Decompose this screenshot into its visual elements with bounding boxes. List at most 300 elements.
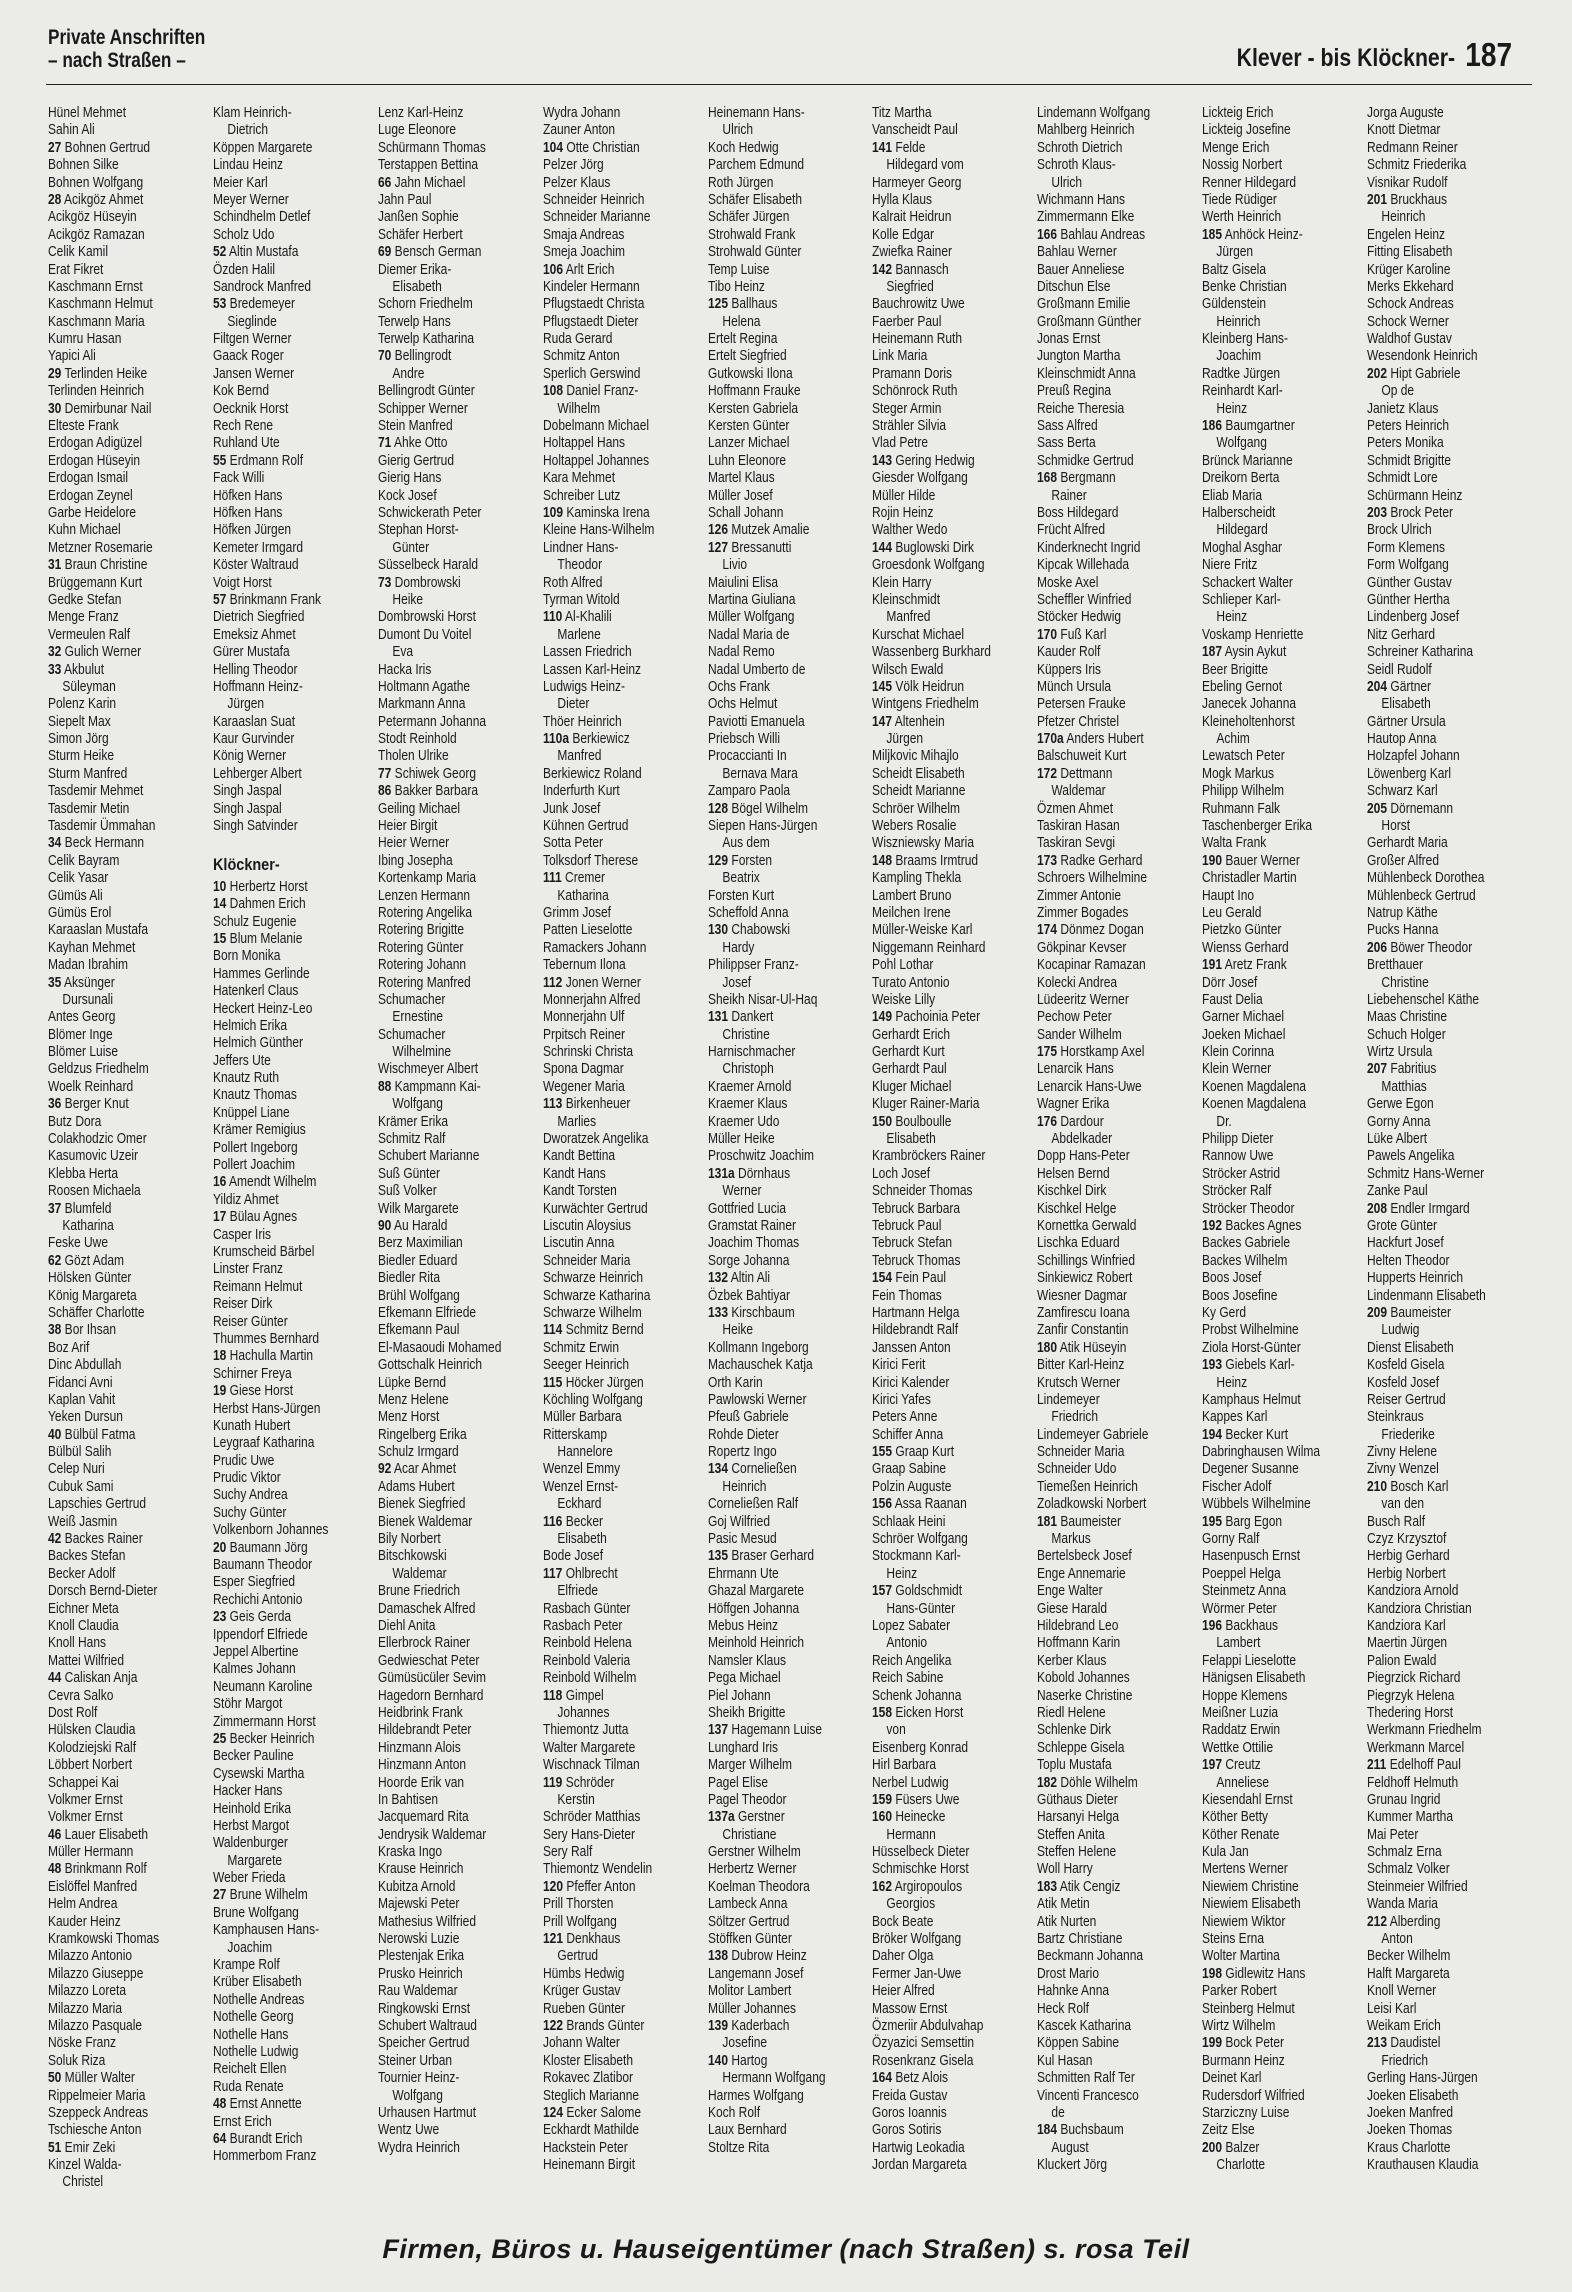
directory-entry: Niewiem Wiktor xyxy=(1202,1912,1286,1930)
entry-continuation: Johannes xyxy=(557,1703,610,1721)
directory-entry: 142 Bannasch xyxy=(872,260,950,278)
directory-entry: Reinbold Helena xyxy=(542,1634,632,1652)
entry-continuation: Waldemar xyxy=(1051,782,1106,800)
directory-entry: Vanscheidt Paul xyxy=(872,121,959,139)
directory-entry: 141 Felde xyxy=(872,138,926,156)
directory-entry: Liscutin Aloysius xyxy=(542,1217,631,1234)
house-number: 205 xyxy=(1367,799,1388,817)
directory-entry: Köther Betty xyxy=(1202,1808,1269,1826)
house-number: 144 xyxy=(872,538,893,556)
directory-entry: Acikgöz Ramazan xyxy=(48,225,145,243)
directory-entry: Emeksiz Ahmet xyxy=(212,625,296,643)
directory-column xyxy=(1202,104,1367,2220)
directory-entry: Singh Satvinder xyxy=(212,817,298,835)
house-number: 158 xyxy=(872,1703,893,1721)
directory-entry: Ritterskamp xyxy=(542,1425,607,1443)
directory-entry: Bode Josef xyxy=(542,1547,603,1565)
directory-entry: Stein Manfred xyxy=(377,417,453,435)
entry-continuation: Siegfried xyxy=(886,277,935,295)
entry-continuation: Josefine xyxy=(721,2034,767,2052)
directory-entry: Schürmann Heinz xyxy=(1367,486,1463,504)
directory-entry: Schwarze Katharina xyxy=(542,1286,651,1304)
directory-entry: Harsanyi Helga xyxy=(1037,1808,1120,1826)
house-number: 140 xyxy=(707,2051,728,2069)
directory-entry: Jonas Ernst xyxy=(1037,330,1101,348)
directory-column xyxy=(48,104,213,2220)
house-number: 198 xyxy=(1202,1964,1223,1982)
directory-entry: Burmann Heinz xyxy=(1202,2051,1285,2069)
entry-continuation: Margarete xyxy=(227,1851,282,1869)
directory-entry: Machauschek Katja xyxy=(707,1356,813,1374)
house-number: 199 xyxy=(1202,2034,1223,2052)
entry-continuation: Wilhelm xyxy=(557,399,600,417)
directory-entry: Bily Norbert xyxy=(377,1530,441,1548)
directory-entry: 110 Al-Khalili xyxy=(542,608,612,626)
directory-entry: Czyz Krzysztof xyxy=(1367,1530,1447,1548)
directory-entry: 145 Völk Heidrun xyxy=(872,677,965,695)
directory-entry: Junk Josef xyxy=(542,799,601,817)
directory-entry: Madan Ibrahim xyxy=(48,956,129,974)
directory-entry: 130 Chabowski xyxy=(707,921,790,939)
directory-entry: Kumru Hasan xyxy=(48,330,122,348)
directory-entry: Jorga Auguste xyxy=(1367,104,1444,121)
directory-entry: Schock Andreas xyxy=(1367,295,1454,313)
directory-entry: Sheikh Brigitte xyxy=(707,1703,785,1721)
directory-entry: Baltz Gisela xyxy=(1202,260,1267,278)
directory-entry: 18 Hachulla Martin xyxy=(212,1347,313,1365)
entry-continuation: Waldemar xyxy=(392,1564,447,1582)
house-number: 42 xyxy=(48,1530,62,1548)
house-number: 142 xyxy=(872,260,893,278)
directory-entry: Tasdemir Metin xyxy=(48,799,130,817)
directory-entry: Koelman Theodora xyxy=(707,1877,810,1895)
directory-entry: Oecknik Horst xyxy=(212,399,289,417)
directory-entry: Pflugstaedt Christa xyxy=(542,295,645,313)
header-subtitle: – nach Straßen – xyxy=(48,49,186,72)
directory-entry: Ströcker Astrid xyxy=(1202,1164,1281,1182)
entry-continuation: Heinrich xyxy=(1216,312,1261,330)
directory-entry: Jordan Margareta xyxy=(872,2156,968,2174)
house-number: 64 xyxy=(212,2129,227,2147)
directory-entry: Lindemann Wolfgang xyxy=(1037,104,1151,121)
directory-entry: Gottfried Lucia xyxy=(707,1199,786,1217)
entry-continuation: Christoph xyxy=(721,1060,774,1078)
directory-entry: Scheidt Marianne xyxy=(872,782,966,800)
entry-continuation: Antonio xyxy=(886,1634,928,1652)
directory-entry: Wilsch Ewald xyxy=(872,660,944,678)
directory-entry: Heier Alfred xyxy=(872,1982,936,2000)
directory-entry: Ertelt Siegfried xyxy=(707,347,787,365)
directory-entry: Kiesendahl Ernst xyxy=(1202,1790,1293,1808)
directory-entry: Sturm Heike xyxy=(48,747,115,765)
directory-entry: Knautz Thomas xyxy=(212,1086,297,1104)
directory-entry: Krüber Elisabeth xyxy=(212,1973,302,1991)
directory-entry: Webers Rosalie xyxy=(872,817,957,835)
house-number: 25 xyxy=(212,1729,227,1747)
directory-entry: Erdogan Hüseyin xyxy=(48,451,141,469)
directory-entry: 168 Bergmann xyxy=(1037,469,1117,487)
directory-entry: Kluckert Jörg xyxy=(1037,2156,1108,2174)
directory-entry: Procaccianti In xyxy=(707,747,787,765)
directory-entry: Gierig Hans xyxy=(377,469,442,487)
directory-entry: Janssen Anton xyxy=(872,1338,952,1356)
directory-entry: Müller Josef xyxy=(707,486,773,504)
directory-entry: Prudic Uwe xyxy=(212,1451,275,1469)
directory-entry: Harnischmacher xyxy=(707,1043,795,1061)
entry-continuation: Eckhard xyxy=(557,1495,602,1513)
directory-entry: Wanda Maria xyxy=(1367,1895,1439,1913)
entry-continuation: Sieglinde xyxy=(227,312,277,330)
directory-entry: Kirici Yafes xyxy=(872,1390,932,1408)
entry-continuation: Ernestine xyxy=(392,1008,443,1026)
directory-entry: Schlaak Heini xyxy=(872,1512,946,1530)
house-number: 110a xyxy=(542,730,569,748)
house-number: 149 xyxy=(872,1008,893,1026)
directory-entry: Schneider Heinrich xyxy=(542,190,645,208)
directory-entry: Klein Corinna xyxy=(1202,1043,1275,1061)
directory-entry: Gümüsücüler Sevim xyxy=(377,1669,486,1687)
directory-entry: Lüpke Bernd xyxy=(377,1373,446,1391)
house-number: 150 xyxy=(872,1112,893,1130)
directory-entry: Woll Harry xyxy=(1037,1860,1094,1878)
directory-entry: Seeger Heinrich xyxy=(542,1356,629,1374)
directory-entry: 202 Hipt Gabriele xyxy=(1367,364,1461,382)
directory-entry: Rippelmeier Maria xyxy=(48,2086,146,2104)
directory-entry: 193 Giebels Karl- xyxy=(1202,1356,1295,1374)
directory-entry: Martel Klaus xyxy=(707,469,775,487)
directory-entry: Hacka Iris xyxy=(377,660,432,678)
directory-entry: Urhausen Hartmut xyxy=(377,2103,476,2121)
directory-entry: Bitter Karl-Heinz xyxy=(1037,1356,1125,1374)
directory-entry: 112 Jonen Werner xyxy=(542,973,641,991)
directory-entry: 205 Dörnemann xyxy=(1367,799,1454,817)
directory-entry: Kauder Rolf xyxy=(1037,643,1101,661)
directory-entry: Joeken Michael xyxy=(1202,1025,1286,1043)
entry-continuation: Heinz xyxy=(1216,608,1248,626)
directory-entry: Krauthausen Klaudia xyxy=(1367,2156,1479,2174)
house-number: 181 xyxy=(1037,1512,1058,1530)
directory-entry: Kleineholtenhorst xyxy=(1202,712,1295,730)
house-number: 14 xyxy=(212,895,227,913)
directory-column xyxy=(213,104,378,2220)
house-number: 162 xyxy=(872,1877,893,1895)
house-number: 213 xyxy=(1367,2034,1388,2052)
directory-entry: Faust Delia xyxy=(1202,990,1263,1008)
entry-continuation: Hannelore xyxy=(557,1443,613,1461)
directory-entry: Großmann Günther xyxy=(1037,312,1142,330)
directory-entry: Kandt Hans xyxy=(542,1164,606,1182)
directory-entry: Zimmer Antonie xyxy=(1037,886,1122,904)
directory-entry: Molitor Lambert xyxy=(707,1982,791,2000)
house-number: 137 xyxy=(707,1721,728,1739)
directory-entry: Dworatzek Angelika xyxy=(542,1130,649,1148)
directory-entry: 33 Akbulut xyxy=(48,660,105,678)
directory-entry: Gümüs Erol xyxy=(48,903,112,921)
directory-entry: Thiemontz Jutta xyxy=(542,1721,629,1739)
directory-entry: Kraus Charlotte xyxy=(1367,2138,1451,2156)
directory-entry: Schäffer Charlotte xyxy=(48,1303,145,1321)
directory-entry: Zivny Wenzel xyxy=(1367,1460,1439,1478)
directory-entry: Fermer Jan-Uwe xyxy=(872,1964,962,1982)
directory-entry: Mühlenbeck Gertrud xyxy=(1367,886,1476,904)
directory-entry: Butz Dora xyxy=(48,1112,102,1130)
directory-entry: Rosenkranz Gisela xyxy=(872,2051,974,2069)
directory-entry: Wydra Johann xyxy=(542,104,620,121)
directory-entry: Heier Werner xyxy=(377,834,449,852)
directory-entry: Ebeling Gernot xyxy=(1202,677,1283,695)
directory-entry: Kluger Rainer-Maria xyxy=(872,1095,980,1113)
entry-continuation: Helena xyxy=(721,312,760,330)
house-number: 48 xyxy=(48,1860,62,1878)
directory-entry: Menz Helene xyxy=(377,1390,449,1408)
directory-entry: Hammes Gerlinde xyxy=(212,964,310,982)
entry-continuation: Kerstin xyxy=(557,1790,595,1808)
directory-entry: Rotering Manfred xyxy=(377,973,471,991)
directory-entry: Janßen Sophie xyxy=(377,208,459,226)
directory-entry: Lambert Bruno xyxy=(872,886,952,904)
directory-entry: Ditschun Else xyxy=(1037,277,1111,295)
directory-entry: Nerbel Ludwig xyxy=(872,1773,950,1791)
directory-entry: Taskiran Hasan xyxy=(1037,817,1121,835)
directory-entry: 28 Acikgöz Ahmet xyxy=(48,190,144,208)
directory-entry: Lenzen Hermann xyxy=(377,886,470,904)
directory-entry: Form Wolfgang xyxy=(1367,556,1449,574)
directory-entry: Meier Karl xyxy=(212,173,268,191)
directory-entry: Pfetzer Christel xyxy=(1037,712,1120,730)
directory-entry: Tholen Ulrike xyxy=(377,747,449,765)
directory-entry: 147 Altenhein xyxy=(872,712,946,730)
directory-entry: 52 Altin Mustafa xyxy=(212,243,299,261)
footer-note: Firmen, Büros u. Hauseigentümer (nach Straßen) s. rosa Teil xyxy=(382,2234,1190,2264)
house-number: 125 xyxy=(707,295,728,313)
directory-entry: Wischnack Tilman xyxy=(542,1756,640,1774)
directory-entry: Halberscheidt xyxy=(1202,503,1276,521)
directory-entry: 117 Ohlbrecht xyxy=(542,1564,618,1582)
directory-entry: Turato Antonio xyxy=(872,973,951,991)
directory-entry: Enge Annemarie xyxy=(1037,1564,1127,1582)
directory-entry: 131 Dankert xyxy=(707,1008,773,1026)
directory-entry: Eichner Meta xyxy=(48,1599,119,1617)
entry-continuation: Marlies xyxy=(557,1112,596,1130)
directory-entry: Löwenberg Karl xyxy=(1367,764,1452,782)
directory-entry: Menge Franz xyxy=(48,608,119,626)
directory-entry: Schneider Thomas xyxy=(872,1182,973,1200)
directory-entry: Brune Wolfgang xyxy=(212,1903,299,1921)
directory-entry: Schmalz Erna xyxy=(1367,1843,1442,1861)
directory-entry: Kobold Johannes xyxy=(1037,1669,1131,1687)
directory-entry: Schenk Johanna xyxy=(872,1686,962,1704)
entry-continuation: Andre xyxy=(392,364,425,382)
directory-entry: Monnerjahn Ulf xyxy=(542,1008,625,1026)
directory-entry: 132 Altin Ali xyxy=(707,1269,770,1287)
directory-entry: Großer Alfred xyxy=(1367,851,1440,869)
directory-entry: 124 Ecker Salome xyxy=(542,2103,641,2121)
directory-entry: Pega Michael xyxy=(707,1669,781,1687)
house-number: 211 xyxy=(1367,1756,1387,1774)
directory-entry: Schiffer Anna xyxy=(872,1425,944,1443)
directory-entry: 113 Birkenheuer xyxy=(542,1095,631,1113)
directory-entry: Gerling Hans-Jürgen xyxy=(1367,2069,1478,2087)
directory-entry: Graap Sabine xyxy=(872,1460,947,1478)
directory-entry: Bretthauer xyxy=(1367,956,1424,974)
house-number: 51 xyxy=(48,2138,62,2156)
directory-entry: Pflugstaedt Dieter xyxy=(542,312,639,330)
header-rule xyxy=(46,84,1532,85)
directory-entry: Feldhoff Helmuth xyxy=(1367,1773,1459,1791)
directory-entry: Zauner Anton xyxy=(542,121,615,139)
entry-continuation: Katharina xyxy=(62,1217,114,1234)
house-number: 35 xyxy=(48,973,62,991)
directory-entry: Naserke Christine xyxy=(1037,1686,1133,1704)
house-number: 175 xyxy=(1037,1043,1058,1061)
directory-entry: 144 Buglowski Dirk xyxy=(872,538,975,556)
entry-continuation: de xyxy=(1051,2103,1066,2121)
directory-entry: Kaschmann Helmut xyxy=(48,295,153,313)
entry-continuation: Theodor xyxy=(557,556,602,574)
entry-continuation: Dietrich xyxy=(227,121,268,139)
page-header-right xyxy=(1237,36,1512,74)
directory-entry: Brühl Wolfgang xyxy=(377,1286,460,1304)
directory-entry: Bock Beate xyxy=(872,1912,934,1930)
directory-entry: Holtmann Agathe xyxy=(377,677,470,695)
house-number: 18 xyxy=(212,1347,227,1365)
entry-continuation: Ulrich xyxy=(1051,173,1083,191)
directory-entry: Colakhodzic Omer xyxy=(48,1130,147,1148)
entry-continuation: Matthias xyxy=(1381,1077,1427,1095)
directory-entry: Efkemann Paul xyxy=(377,1321,460,1339)
directory-entry: Spona Dagmar xyxy=(542,1060,624,1078)
directory-column xyxy=(1037,104,1202,2220)
directory-entry: Tyrman Witold xyxy=(542,590,620,608)
house-number: 141 xyxy=(872,138,893,156)
directory-entry: Koch Hedwig xyxy=(707,138,779,156)
entry-continuation: Dursunali xyxy=(62,990,114,1008)
directory-entry: Herbertz Werner xyxy=(707,1860,797,1878)
directory-entry: Drost Mario xyxy=(1037,1964,1100,1982)
directory-entry: 196 Backhaus xyxy=(1202,1616,1279,1634)
entry-continuation: Aus dem xyxy=(721,834,770,852)
directory-entry: Koenen Magdalena xyxy=(1202,1095,1307,1113)
directory-entry: Müller Johannes xyxy=(707,1999,796,2017)
house-number: 168 xyxy=(1037,469,1058,487)
entry-continuation: Ulrich xyxy=(721,121,753,139)
directory-entry: Diehl Anita xyxy=(377,1616,436,1634)
directory-entry: 184 Buchsbaum xyxy=(1037,2121,1125,2139)
house-number: 120 xyxy=(542,1877,563,1895)
house-number: 32 xyxy=(48,643,62,661)
directory-entry: Hirl Barbara xyxy=(872,1756,937,1774)
directory-entry: 211 Edelhoff Paul xyxy=(1367,1756,1461,1774)
directory-entry: Kaschmann Maria xyxy=(48,312,145,330)
directory-entry: Kaur Gurvinder xyxy=(212,730,295,748)
directory-entry: 122 Brands Günter xyxy=(542,2016,645,2034)
directory-entry: Wegener Maria xyxy=(542,1077,625,1095)
directory-entry: Cubuk Sami xyxy=(48,1477,114,1495)
directory-entry: Fack Willi xyxy=(212,469,265,487)
directory-entry: 159 Füsers Uwe xyxy=(872,1790,960,1808)
directory-entry: 149 Pachoinia Peter xyxy=(872,1008,981,1026)
directory-entry: 140 Hartog xyxy=(707,2051,767,2069)
directory-entry: Lanzer Michael xyxy=(707,434,789,452)
directory-entry: Lindemeyer xyxy=(1037,1390,1101,1408)
directory-entry: Özden Halil xyxy=(212,260,275,278)
directory-entry: Petermann Johanna xyxy=(377,712,486,730)
directory-entry: Balschuweit Kurt xyxy=(1037,747,1127,765)
directory-entry: Luhn Eleonore xyxy=(707,451,786,469)
house-number: 203 xyxy=(1367,503,1388,521)
directory-entry: Sorge Johanna xyxy=(707,1251,789,1269)
directory-entry: 66 Jahn Michael xyxy=(377,173,466,191)
directory-entry: Degener Susanne xyxy=(1202,1460,1299,1478)
directory-entry: Jeffers Ute xyxy=(212,1051,271,1069)
house-number: 28 xyxy=(48,190,62,208)
house-number: 104 xyxy=(542,138,563,156)
directory-entry: Ringkowski Ernst xyxy=(377,1999,470,2017)
directory-entry: Knott Dietmar xyxy=(1367,121,1441,139)
directory-entry: Schrinski Christa xyxy=(542,1043,633,1061)
entry-continuation: Süleyman xyxy=(62,677,116,695)
directory-entry: Schmischke Horst xyxy=(872,1860,970,1878)
directory-entry: Holzapfel Johann xyxy=(1367,747,1460,765)
entry-continuation: Hermann xyxy=(886,1825,937,1843)
directory-entry: Stodt Reinhold xyxy=(377,730,457,748)
directory-entry: Priebsch Willi xyxy=(707,730,780,748)
house-number: 206 xyxy=(1367,938,1388,956)
entry-continuation: Livio xyxy=(721,556,747,574)
directory-entry: Tebruck Stefan xyxy=(872,1234,953,1252)
entry-continuation: Achim xyxy=(1216,730,1250,748)
directory-entry: 134 Corneließen xyxy=(707,1460,797,1478)
directory-entry: Preuß Regina xyxy=(1037,382,1112,400)
house-number: 197 xyxy=(1202,1756,1223,1774)
directory-entry: Stockmann Karl- xyxy=(872,1547,962,1565)
directory-entry: Mühlenbeck Dorothea xyxy=(1367,869,1485,887)
directory-entry: Zivny Helene xyxy=(1367,1443,1438,1461)
directory-entry: Kul Hasan xyxy=(1037,2051,1093,2069)
directory-entry: Helmich Erika xyxy=(212,1016,287,1034)
directory-entry: Rannow Uwe xyxy=(1202,1147,1274,1165)
house-number: 66 xyxy=(377,173,392,191)
directory-entry: Rasbach Günter xyxy=(542,1599,631,1617)
directory-entry: Schneider Udo xyxy=(1037,1460,1117,1478)
directory-entry: Schreiner Katharina xyxy=(1367,643,1474,661)
directory-entry: 127 Bressanutti xyxy=(707,538,791,556)
directory-entry: König Margareta xyxy=(48,1286,137,1304)
directory-entry: Weber Frieda xyxy=(212,1869,286,1887)
directory-entry: Cevra Salko xyxy=(48,1686,114,1704)
house-number: 86 xyxy=(377,782,392,800)
directory-entry: Ziola Horst-Günter xyxy=(1202,1338,1301,1356)
directory-entry: Radtke Jürgen xyxy=(1202,364,1281,382)
directory-entry: 208 Endler Irmgard xyxy=(1367,1199,1470,1217)
house-number: 37 xyxy=(48,1199,62,1217)
directory-entry: Hoorde Erik van xyxy=(377,1773,464,1791)
directory-entry: Probst Wilhelmine xyxy=(1202,1321,1299,1339)
entry-continuation: von xyxy=(886,1721,907,1739)
directory-entry: Eisenberg Konrad xyxy=(872,1738,969,1756)
directory-entry: Sotta Peter xyxy=(542,834,603,852)
directory-entry: Berkiewicz Roland xyxy=(542,764,642,782)
directory-entry: Krumscheid Bärbel xyxy=(212,1243,315,1260)
directory-entry: Biedler Eduard xyxy=(377,1251,458,1269)
directory-entry: Stöcker Hedwig xyxy=(1037,608,1122,626)
directory-entry: Hoffmann Karin xyxy=(1037,1634,1121,1652)
entry-continuation: Gertrud xyxy=(557,1947,598,1965)
directory-entry: Efkemann Elfriede xyxy=(377,1303,476,1321)
directory-entry: Zanke Paul xyxy=(1367,1182,1428,1200)
directory-entry: Pawlowski Werner xyxy=(707,1390,807,1408)
directory-entry: Terwelp Hans xyxy=(377,312,451,330)
